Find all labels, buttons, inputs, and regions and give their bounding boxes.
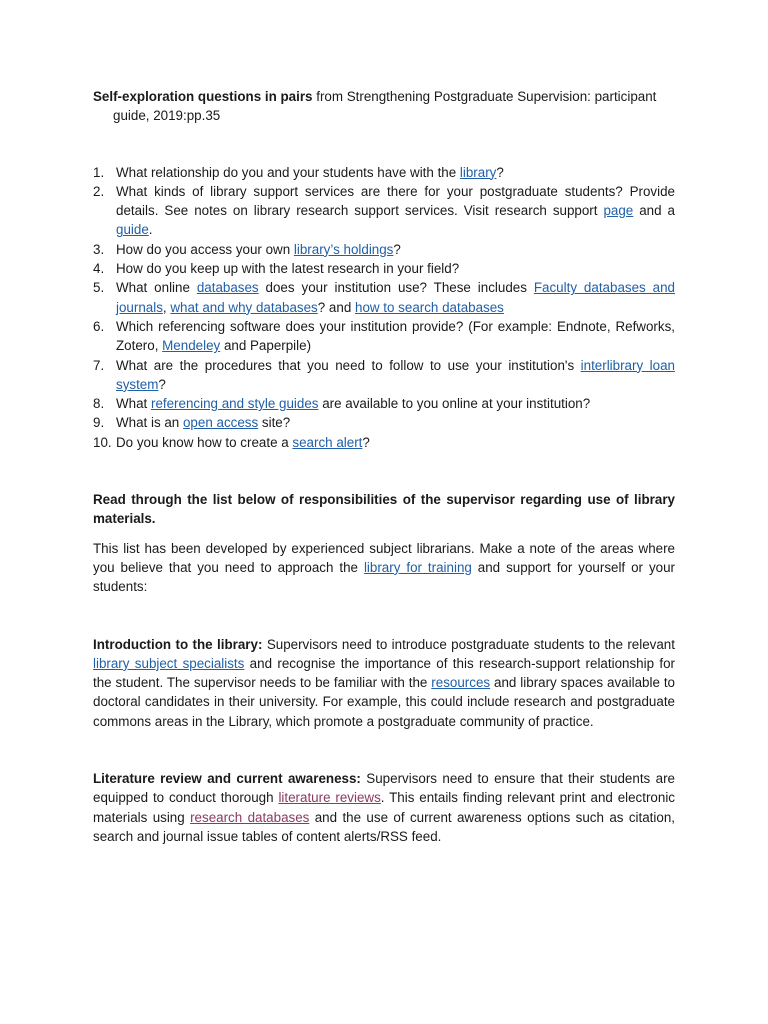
link-what-and-why-databases[interactable]: what and why databases <box>170 299 318 315</box>
text-run: What online <box>116 280 197 296</box>
title-source: from Strengthening Postgraduate Supervision: participant guide, 2019:pp.35 <box>113 89 657 124</box>
link-guide[interactable]: guide <box>116 222 149 238</box>
title-bold: Self-exploration questions in pairs <box>93 89 313 104</box>
text-run: . This entails finding relevant print and electronic materials using <box>93 790 675 825</box>
text-run: ? and <box>317 299 355 315</box>
link-page[interactable]: page <box>603 203 634 219</box>
question-item <box>93 240 675 259</box>
link-resources[interactable]: resources <box>431 675 491 691</box>
link-mendeley[interactable]: Mendeley <box>162 338 221 354</box>
introduction-paragraph <box>93 635 675 731</box>
question-list <box>93 163 675 452</box>
question-number: 8. <box>93 396 105 412</box>
question-item <box>93 356 675 395</box>
link-literature-reviews[interactable]: literature reviews <box>278 790 381 806</box>
text-run: ? <box>496 164 504 180</box>
text-run: How do you access your own <box>116 241 294 257</box>
text-run: What are the procedures that you need to follow to use your institution's <box>116 357 581 373</box>
introduction-label: Introduction to the library: <box>93 636 263 652</box>
text-run: and library spaces available to doctoral candidates in their university. For example, this could include research and postgraduate commons areas in the Library, which promote a postgraduate community of practice. <box>93 675 675 729</box>
link-databases[interactable]: databases <box>196 280 259 296</box>
text-run: site? <box>258 415 291 431</box>
text-run: ? <box>158 376 166 392</box>
question-number: 9. <box>93 415 105 431</box>
text-run: How do you keep up with the latest research in your field? <box>116 261 460 277</box>
text-run: and a <box>633 203 675 219</box>
question-item <box>93 394 675 413</box>
question-number: 4. <box>93 261 105 277</box>
text-run: Supervisors need to ensure that their students are equipped to conduct thorough <box>93 771 675 806</box>
question-number: 6. <box>93 318 105 334</box>
question-number: 5. <box>93 280 105 296</box>
text-run: Which referencing software does your institution provide? (For example: Endnote, Refworks, Zotero, <box>116 318 675 354</box>
responsibilities-heading: Read through the list below of responsibilities of the supervisor regarding use of library materials. <box>93 492 675 527</box>
text-run: What relationship do you and your students have with the <box>116 164 460 180</box>
link-library-subject-specialists[interactable]: library subject specialists <box>93 655 245 671</box>
question-item <box>93 278 675 317</box>
literature-review-paragraph <box>93 769 675 846</box>
text-run: Supervisors need to introduce postgraduate students to the relevant <box>266 636 675 652</box>
link-open-access[interactable]: open access <box>182 415 259 431</box>
question-number: 1. <box>93 164 105 180</box>
text-run: What <box>116 396 151 412</box>
question-number: 3. <box>93 241 105 257</box>
text-run: What kinds of library support services are there for your postgraduate students? Provide details. See notes on library research support services. Visit research support <box>116 183 675 219</box>
document-title <box>93 87 675 126</box>
text-run: and the use of current awareness options such as citation, search and journal issue tables of content alerts/RSS feed. <box>93 809 675 844</box>
text-run: and support for yourself or your students: <box>93 559 675 595</box>
text-run: What is an <box>116 415 183 431</box>
link-library[interactable]: library <box>459 164 497 180</box>
document-page <box>93 87 675 846</box>
text-run: ? <box>393 241 401 257</box>
link-interlibrary-loan-system[interactable]: interlibrary loan system <box>116 357 675 392</box>
link-referencing-and-style-guides[interactable]: referencing and style guides <box>150 396 319 412</box>
text-run: and recognise the importance of this research-support relationship for the student. The supervisor needs to be familiar with the <box>93 655 675 691</box>
link-library-for-training[interactable]: library for training <box>363 559 472 575</box>
question-number: 7. <box>93 357 105 373</box>
question-item <box>93 433 675 452</box>
question-item <box>93 259 675 278</box>
link-how-to-search-databases[interactable]: how to search databases <box>355 299 504 315</box>
text-run: Do you know how to create a <box>116 434 293 450</box>
literature-label: Literature review and current awareness: <box>93 771 361 787</box>
text-run: and Paperpile) <box>220 338 312 354</box>
question-number: 2. <box>93 183 105 199</box>
link-search-alert[interactable]: search alert <box>292 434 363 450</box>
link-librarys-holdings[interactable]: library’s holdings <box>293 241 394 257</box>
responsibilities-intro <box>93 539 675 597</box>
link-research-databases[interactable]: research databases <box>190 809 310 825</box>
text-run: are available to you online at your institution? <box>318 396 591 412</box>
link-faculty-databases-and-journals[interactable]: Faculty databases and journals <box>116 280 675 315</box>
text-run: This list has been developed by experienced subject librarians. Make a note of the areas where you believe that you need to approach the <box>93 540 675 575</box>
text-run: ? <box>362 434 370 450</box>
text-run: . <box>148 222 153 238</box>
text-run: does your institution use? These includes <box>258 280 534 296</box>
question-item <box>93 413 675 432</box>
question-number: 10. <box>93 434 112 450</box>
question-item <box>93 182 675 240</box>
question-item <box>93 317 675 356</box>
text-run: , <box>162 299 171 315</box>
question-item <box>93 163 675 182</box>
